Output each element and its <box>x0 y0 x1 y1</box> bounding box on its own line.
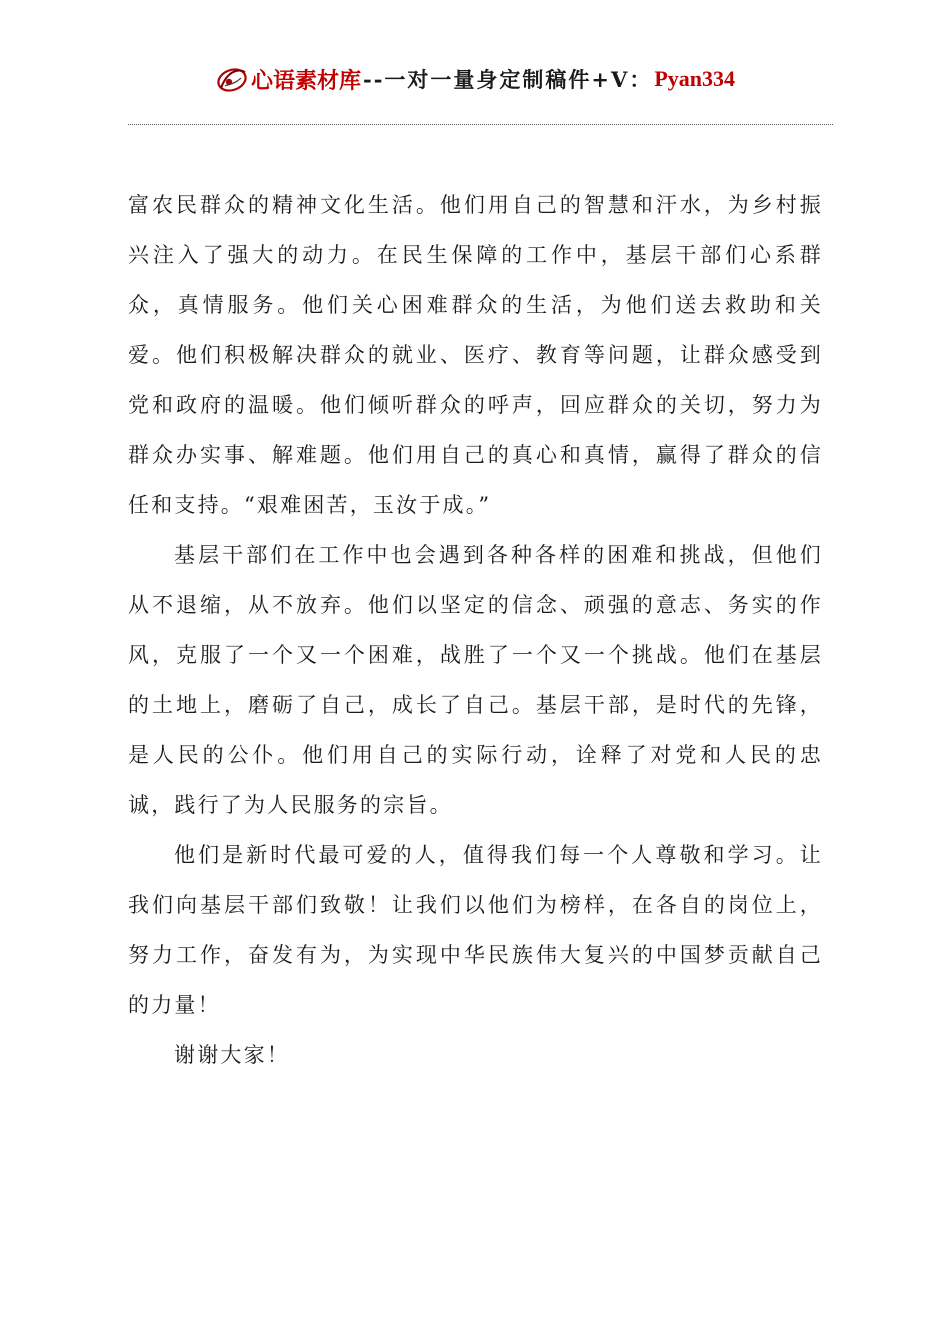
page-header <box>0 62 950 102</box>
header-divider <box>128 124 833 125</box>
swirl-logo-icon <box>215 62 249 96</box>
brand-name: 心语素材库 <box>250 67 361 94</box>
document-body <box>128 180 823 1080</box>
closing-line: 谢谢大家！ <box>174 1043 290 1067</box>
paragraph: 富农民群众的精神文化生活。他们用自己的智慧和汗水，为乡村振兴注入了强大的动力。在民生保障的工作中，基层干部们心系群众，真情服务。他们关心困难群众的生活，为他们送去救助和关爱。他们积极解决群众的就业、医疗、教育等问题，让群众感受到党和政府的温暖。他们倾听群众的呼声，回应群众的关切，努力为群众办实事、解难题。他们用自己的真心和真情，赢得了群众的信任和支持。“艰难困苦，玉汝于成。” <box>128 193 823 517</box>
paragraph: 基层干部们在工作中也会遇到各种各样的困难和挑战，但他们从不退缩，从不放弃。他们以坚定的信念、顽强的意志、务实的作风，克服了一个又一个困难，战胜了一个又一个挑战。他们在基层的土地上，磨砺了自己，成长了自己。基层干部，是时代的先锋，是人民的公仆。他们用自己的实际行动，诠释了对党和人民的忠诚，践行了为人民服务的宗旨。 <box>128 543 823 817</box>
contact-id: Pyan334 <box>654 66 736 91</box>
paragraph: 他们是新时代最可爱的人，值得我们每一个人尊敬和学习。让我们向基层干部们致敬！让我们以他们为榜样，在各自的岗位上，努力工作，奋发有为，为实现中华民族伟大复兴的中国梦贡献自己的力量！ <box>128 843 823 1017</box>
header-line <box>215 62 735 96</box>
header-slogan: --一对一量身定制稿件+V： <box>363 67 653 92</box>
